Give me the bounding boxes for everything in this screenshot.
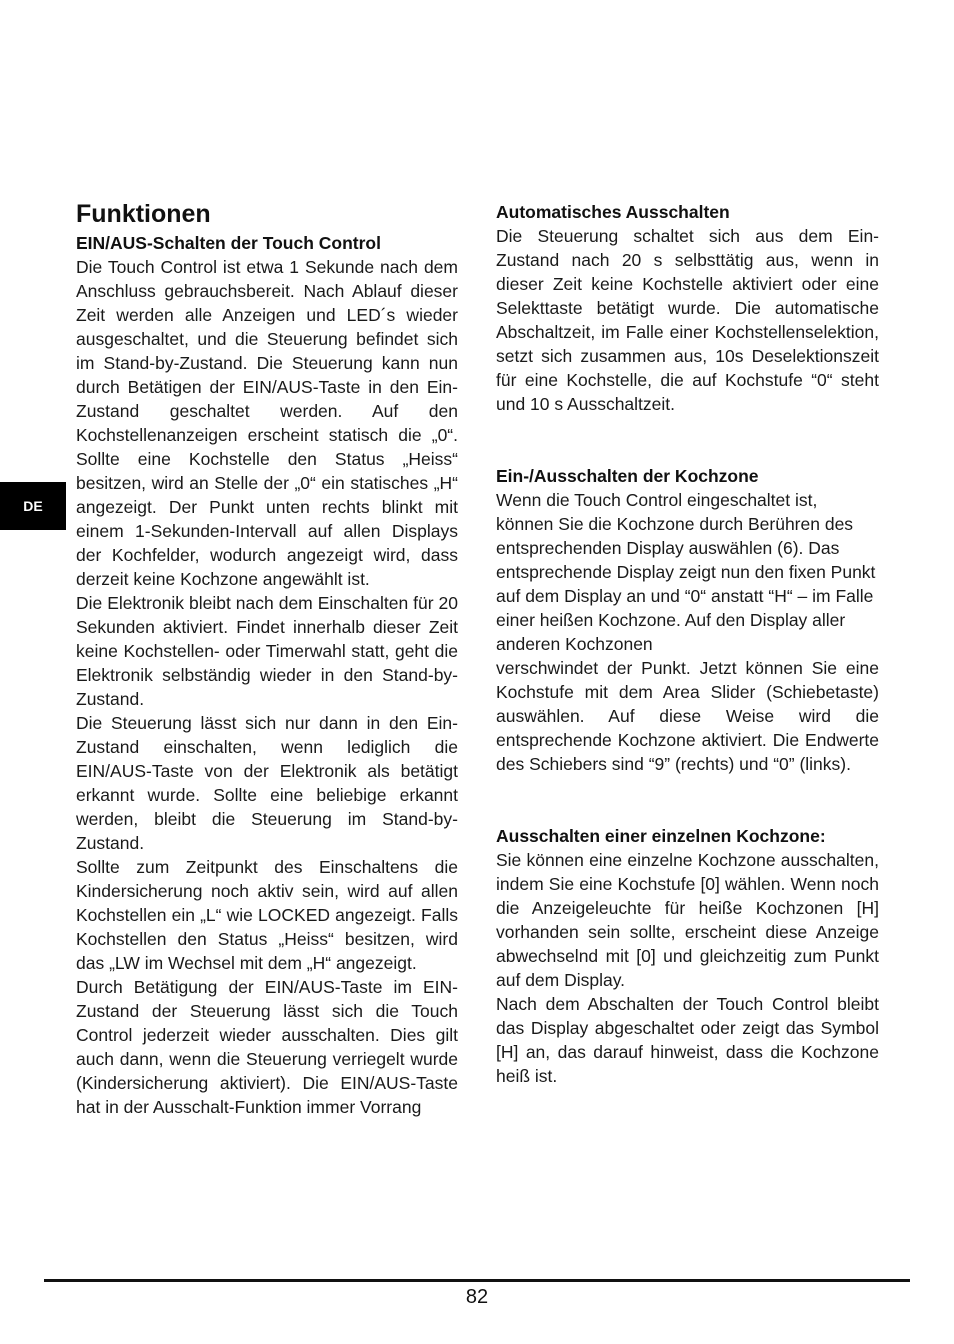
page-number: 82 [465, 1286, 489, 1308]
right-column [496, 200, 879, 1088]
paragraph: Die Steuerung schaltet sich aus dem Ein-Zustand nach 20 s selbsttätig aus, wenn in dieser Zeit keine Kochstelle aktiviert oder eine Selekttaste betätigt wurde. Die automatische Abschaltzeit, im Falle einer Kochstellenselektion, setzt sich zusammen aus, 10s Deselektionszeit für eine Kochstelle, die auf Kochstufe “0“ steht und 10 s Ausschaltzeit. [496, 226, 879, 414]
paragraph: Wenn die Touch Control eingeschaltet ist, können Sie die Kochzone durch Berühren des entsprechenden Display auswählen (6). Das entsprechende Display zeigt nun den fixen Punkt auf dem Display an und “0“ anstatt “H“ – im Falle einer heißen Kochzone. Auf den Display aller anderen Kochzonen [496, 490, 876, 654]
language-tab: DE [0, 482, 66, 530]
section-heading-zone-toggle: Ein-/Ausschalten der Kochzone [496, 466, 759, 486]
paragraph: Sie können eine einzelne Kochzone ausschalten, indem Sie eine Kochstufe [0] wählen. Wenn noch die Anzeigeleuchte für heiße Kochzonen [H] vorhanden sein sollte, erscheint diese Anzeige abwechselnd mit [0] und gleichzeitig zum Punkt auf dem Display. [496, 850, 879, 990]
page-title: Funktionen [76, 200, 211, 228]
footer-divider [44, 1279, 910, 1282]
paragraph: Nach dem Abschalten der Touch Control bleibt das Display abgeschaltet oder zeigt das Symbol [H] an, das darauf hinweist, dass die Kochzone heiß ist. [496, 994, 879, 1086]
paragraph: verschwindet der Punkt. Jetzt können Sie eine Kochstufe mit dem Area Slider (Schiebetaste) auswählen. Auf diese Weise wird die entsprechende Kochzone aktiviert. Die Endwerte des Schiebers sind “9” (rechts) und “0” (links). [496, 658, 879, 774]
paragraph: Die Elektronik bleibt nach dem Einschalten für 20 Sekunden aktiviert. Findet innerhalb dieser Zeit keine Kochstellen- oder Timerwahl statt, geht die Elektronik selbständig wieder in den Stand-by-Zustand. [76, 593, 458, 709]
paragraph: Durch Betätigung der EIN/AUS-Taste im EIN-Zustand der Steuerung lässt sich die Touch Control jederzeit wieder ausschalten. Dies gilt auch dann, wenn die Steuerung verriegelt wurde (Kindersicherung aktiviert). Die EIN/AUS-Taste hat in der Ausschalt-Funktion immer Vorrang [76, 977, 458, 1117]
section-heading-auto-off: Automatisches Ausschalten [496, 202, 730, 222]
spacer [496, 776, 879, 824]
spacer [496, 416, 879, 464]
paragraph: Sollte zum Zeitpunkt des Einschaltens die Kindersicherung noch aktiv sein, wird auf allen Kochstellen ein „L“ wie LOCKED angezeigt. Falls Kochstellen den Status „Heiss“ besitzen, wird das „LW im Wechsel mit dem „H“ angezeigt. [76, 857, 458, 973]
section-heading-touch-control: EIN/AUS-Schalten der Touch Control [76, 233, 381, 253]
paragraph: Die Touch Control ist etwa 1 Sekunde nach dem Anschluss gebrauchsbereit. Nach Ablauf dieser Zeit werden alle Anzeigen und LED´s wieder ausgeschaltet, und die Steuerung befindet sich im Stand-by-Zustand. Die Steuerung kann nun durch Betätigen der EIN/AUS-Taste in den Ein-Zustand geschaltet werden. Auf den Kochstellenanzeigen erscheint statisch die „0“. Sollte eine Kochstelle den Status „Heiss“ besitzen, wird an Stelle der „0“ ein statisches „H“ angezeigt. Der Punkt unten rechts blinkt mit einem 1-Sekunden-Intervall auf allen Displays der Kochfelder, wodurch angezeigt wird, dass derzeit keine Kochzone angewählt ist. [76, 257, 458, 589]
section-heading-single-zone-off: Ausschalten einer einzelnen Kochzone: [496, 826, 826, 846]
paragraph: Die Steuerung lässt sich nur dann in den Ein-Zustand einschalten, wenn lediglich die EIN/AUS-Taste von der Elektronik als betätigt erkannt wurde. Sollte eine beliebige erkannt werden, bleibt die Steuerung im Stand-by-Zustand. [76, 713, 458, 853]
left-column [76, 198, 458, 1119]
